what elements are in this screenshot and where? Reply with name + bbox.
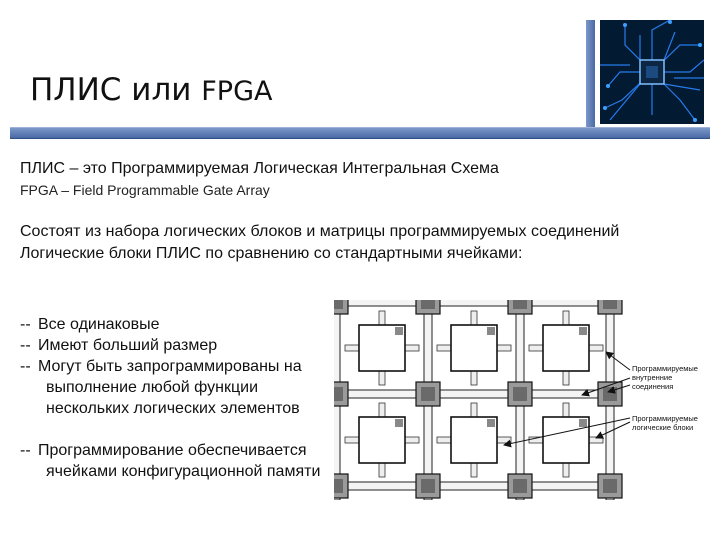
bullet-list [20, 314, 320, 482]
switch-box-core [603, 387, 617, 401]
label-interconnect-2: внутренние [632, 373, 673, 382]
block-stub [471, 311, 477, 325]
block-stub [379, 403, 385, 417]
block-stub [563, 311, 569, 325]
switch-box-core [603, 479, 617, 493]
bullet-continuation: выполнение любой функции [46, 379, 259, 396]
block-stub [497, 437, 511, 443]
switch-box-core [334, 387, 343, 401]
block-stub [437, 437, 451, 443]
block-stub [589, 345, 603, 351]
block-stub [379, 463, 385, 477]
decorative-vertical-bar [586, 20, 595, 128]
fpga-structure-diagram [334, 300, 720, 500]
switch-box-core [421, 479, 435, 493]
block-stub [345, 345, 359, 351]
slide-title [30, 72, 273, 108]
block-stub [471, 371, 477, 385]
comparison-text: Логические блоки ПЛИС по сравнению со стандартными ячейками: [20, 245, 523, 262]
block-stub [471, 463, 477, 477]
bullet-continuation: ячейками конфигурационной памяти [46, 463, 321, 480]
circuit-board-image [600, 20, 704, 124]
interconnect-track [334, 482, 614, 490]
label-logic-blocks-1: Программируемые [632, 414, 698, 423]
interconnect-track [334, 390, 614, 398]
block-stub [563, 371, 569, 385]
title-latin: FPGA [201, 76, 273, 107]
logic-block-corner [395, 327, 403, 335]
label-interconnect-3: соединения [632, 382, 674, 391]
block-stub [497, 345, 511, 351]
block-stub [379, 371, 385, 385]
label-interconnect-1: Программируемые [632, 364, 698, 373]
bullet-item: -- Все одинаковые [20, 316, 160, 333]
bullet-item: -- Программирование обеспечивается [20, 442, 307, 459]
switch-box-core [513, 479, 527, 493]
logic-block-corner [487, 419, 495, 427]
bullet-item: -- Могут быть запрограммированы на [20, 358, 302, 375]
switch-box-core [513, 300, 527, 309]
label-logic-blocks-2: логические блоки [632, 423, 694, 432]
switch-box-core [334, 479, 343, 493]
switch-box-core [421, 300, 435, 309]
logic-block-corner [579, 327, 587, 335]
block-stub [563, 463, 569, 477]
logic-block-corner [579, 419, 587, 427]
title-underline-bar [10, 127, 710, 139]
bullet-item: -- Имеют больший размер [20, 337, 218, 354]
switch-box-core [513, 387, 527, 401]
title-main: ПЛИС или [30, 72, 202, 108]
block-stub [379, 311, 385, 325]
svg-text:Программируемыевнутренниесоеди [632, 364, 698, 391]
svg-text:Программируемыелогические блок [632, 414, 698, 432]
block-stub [471, 403, 477, 417]
block-stub [405, 345, 419, 351]
definition-fpga: FPGA – Field Programmable Gate Array [20, 182, 270, 198]
definition-plis: ПЛИС – это Программируемая Логическая Интегральная Схема [20, 160, 499, 177]
switch-box-core [334, 300, 343, 309]
block-stub [345, 437, 359, 443]
switch-box-core [603, 300, 617, 309]
block-stub [563, 403, 569, 417]
logic-block-corner [487, 327, 495, 335]
block-stub [405, 437, 419, 443]
composition-text: Состоят из набора логических блоков и матрицы программируемых соединений [20, 223, 620, 240]
logic-block-corner [395, 419, 403, 427]
bullet-continuation: нескольких логических элементов [46, 400, 300, 417]
block-stub [437, 345, 451, 351]
block-stub [529, 345, 543, 351]
interconnect-track [334, 300, 614, 306]
switch-box-core [421, 387, 435, 401]
